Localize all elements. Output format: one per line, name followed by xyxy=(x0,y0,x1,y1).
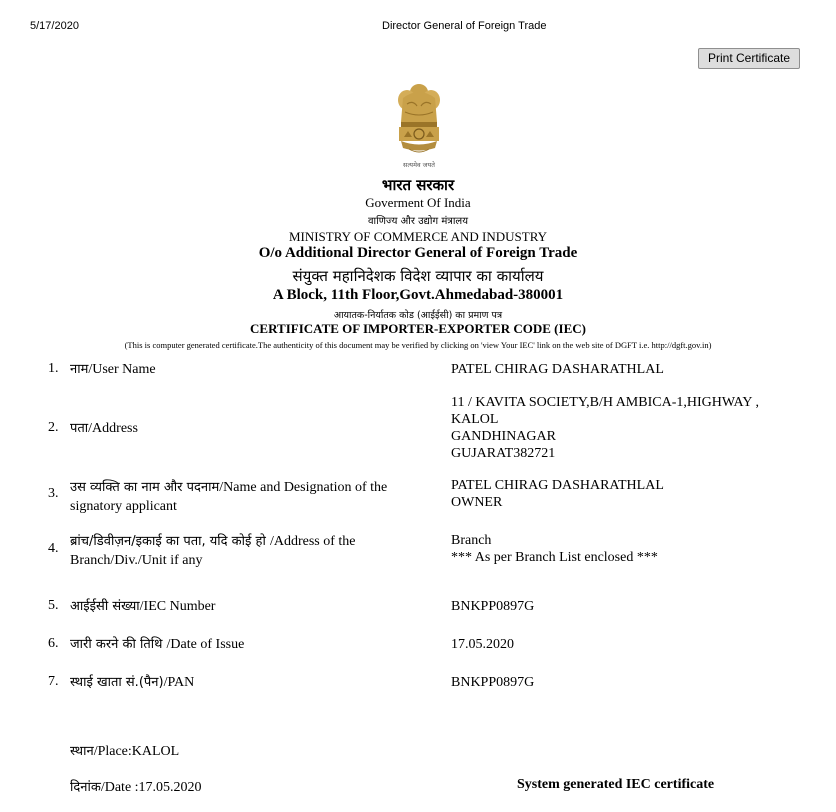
govt-hindi: भारत सरकार xyxy=(381,176,455,194)
field-value-date-of-issue xyxy=(451,636,811,653)
field-value-line: *** As per Branch List enclosed *** xyxy=(451,550,658,565)
office-hindi: संयुक्त महानिदेशक विदेश व्यापार का कार्यालय xyxy=(292,267,544,285)
national-emblem-icon xyxy=(389,82,449,172)
field-label-signatory xyxy=(70,478,435,516)
field-number: 5. xyxy=(48,598,59,613)
field-value-line: KALOL xyxy=(451,412,499,427)
field-value-pan xyxy=(451,674,811,691)
field-value-line: 11 / KAVITA SOCIETY,B/H AMBICA-1,HIGHWAY , xyxy=(451,395,759,410)
field-label-english: /Date of Issue xyxy=(166,637,245,652)
field-label-hindi: आईईसी संख्या xyxy=(70,599,140,614)
field-number: 2. xyxy=(48,420,59,435)
place-label-hindi: स्थान xyxy=(70,744,94,759)
date-value: /Date :17.05.2020 xyxy=(100,780,202,795)
field-label-english: /Address of the Branch/Div./Unit if any xyxy=(70,534,356,568)
office-english: O/o Additional Director General of Foreign Trade xyxy=(258,245,578,261)
field-label-branch-address xyxy=(70,532,435,570)
field-number: 4. xyxy=(48,541,59,556)
field-value-branch xyxy=(451,532,811,566)
print-header xyxy=(0,20,836,36)
place xyxy=(70,741,179,760)
field-value-line: GANDHINAGAR xyxy=(451,429,556,444)
authenticity-disclaimer: (This is computer generated certificate.The authenticity of this document may be verified by clicking on 'view Your IEC' link on the web site of DGFT i.e. http://dgft.gov.in) xyxy=(124,340,712,350)
field-label-hindi: नाम xyxy=(70,362,89,377)
field-label-hindi: जारी करने की तिथि xyxy=(70,637,167,652)
field-label-pan xyxy=(70,673,435,692)
system-generated-note: System generated IEC certificate xyxy=(517,777,715,792)
field-number: 7. xyxy=(48,674,59,689)
ministry-hindi: वाणिज्य और उद्योग मंत्रालय xyxy=(367,216,469,227)
field-label-hindi: स्थाई खाता सं.(पैन) xyxy=(70,675,164,690)
field-label-user-name xyxy=(70,360,435,379)
certificate-title-hindi: आयातक-निर्यातक कोड (आईईसी) का प्रमाण पत्र xyxy=(333,310,503,321)
field-label-address xyxy=(70,419,435,438)
field-value-line: PATEL CHIRAG DASHARATHLAL xyxy=(451,362,664,377)
certificate-title: CERTIFICATE OF IMPORTER-EXPORTER CODE (IEC) xyxy=(250,321,586,336)
print-date: 5/17/2020 xyxy=(30,20,79,32)
field-number: 1. xyxy=(48,361,59,376)
field-value-line: GUJARAT382721 xyxy=(451,446,556,461)
date-label-hindi: दिनांक xyxy=(70,780,101,795)
field-value-line: Branch xyxy=(451,533,492,548)
field-value-signatory xyxy=(451,477,811,511)
field-value-line: OWNER xyxy=(451,495,503,510)
field-label-english: /Address xyxy=(88,421,138,436)
field-value-address xyxy=(451,394,811,462)
office-address: A Block, 11th Floor,Govt.Ahmedabad-380001 xyxy=(272,287,564,303)
field-number: 6. xyxy=(48,636,59,651)
field-label-hindi: उस व्यक्ति का नाम और पदनाम xyxy=(70,480,220,495)
field-label-date-of-issue xyxy=(70,635,435,654)
field-value-line: PATEL CHIRAG DASHARATHLAL xyxy=(451,478,664,493)
place-value: /Place:KALOL xyxy=(93,744,180,759)
govt-english: Goverment Of India xyxy=(365,195,471,210)
field-label-english: /PAN xyxy=(163,675,195,690)
field-label-hindi: पता xyxy=(70,421,89,436)
field-value-iec-number xyxy=(451,598,811,615)
field-value-line: 17.05.2020 xyxy=(451,637,514,652)
emblem-motto: सत्यमेव जयते xyxy=(403,161,435,169)
field-label-hindi: ब्रांच/डिवीज़न/इकाई का पता, यदि कोई हो xyxy=(70,534,270,549)
field-label-english: /Name and Designation of the signatory applicant xyxy=(70,480,388,514)
field-value-user-name xyxy=(451,361,811,378)
issue-date xyxy=(70,777,202,796)
print-title: Director General of Foreign Trade xyxy=(382,20,547,32)
ministry-english: MINISTRY OF COMMERCE AND INDUSTRY xyxy=(288,229,548,244)
field-label-iec-number xyxy=(70,597,435,616)
field-value-line: BNKPP0897G xyxy=(451,599,535,614)
field-label-english: /IEC Number xyxy=(139,599,216,614)
print-certificate-button[interactable]: Print Certificate xyxy=(698,48,800,69)
field-label-english: /User Name xyxy=(88,362,156,377)
field-number: 3. xyxy=(48,486,59,501)
field-value-line: BNKPP0897G xyxy=(451,675,535,690)
